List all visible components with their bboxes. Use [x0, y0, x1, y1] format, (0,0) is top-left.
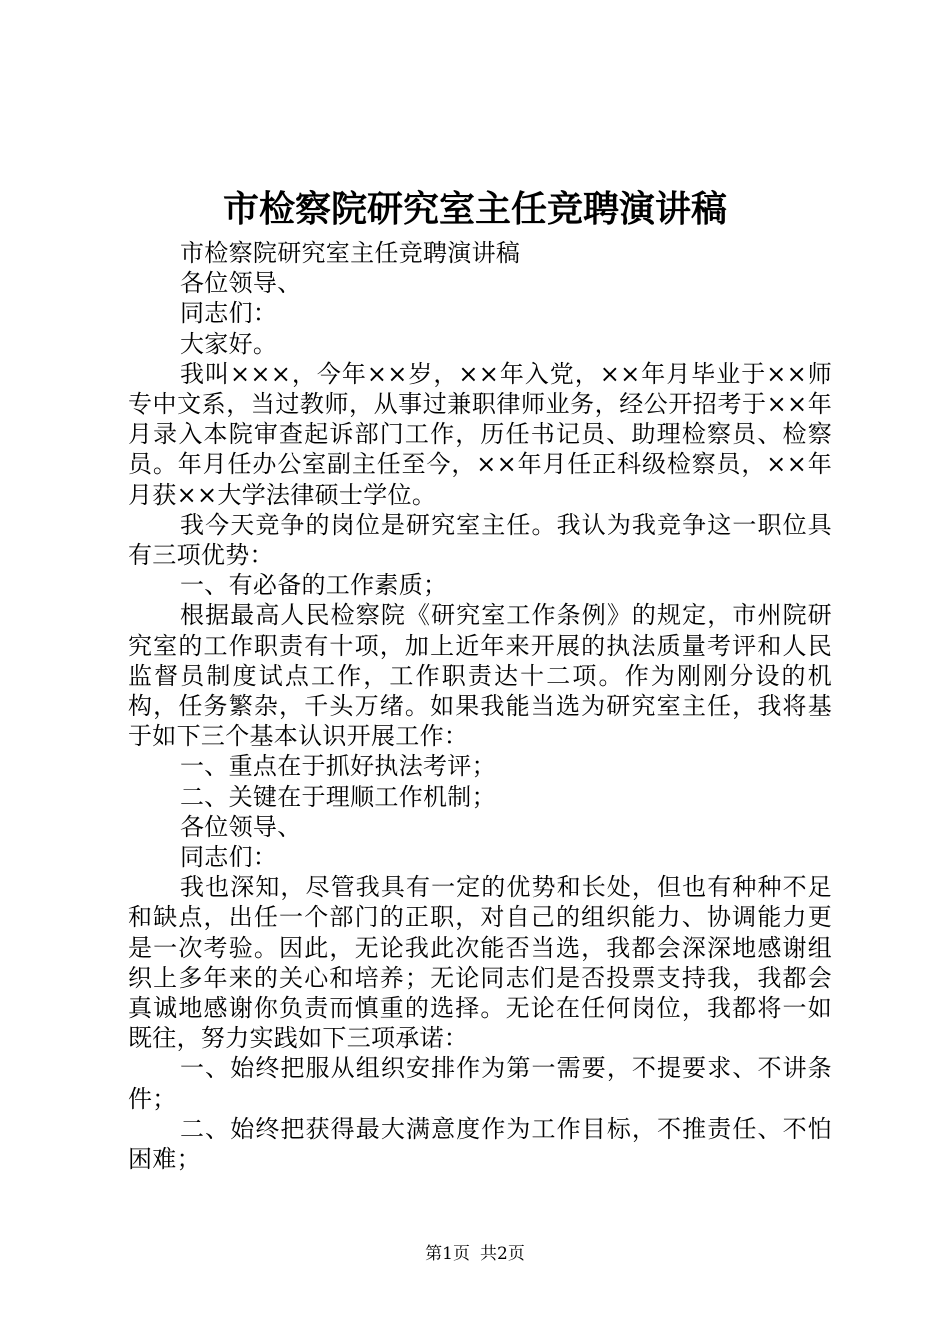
page-total: 共2页 — [480, 1244, 525, 1264]
page-footer — [0, 1243, 950, 1265]
paragraph-hello: 大家好。 — [180, 329, 278, 358]
paragraph-focus-point-one: 一、重点在于抓好执法考评； — [180, 752, 496, 781]
paragraph-promise-one: 一、始终把服从组织安排作为第一需要，不提要求、不讲条件； — [128, 1054, 832, 1113]
document-title: 市检察院研究室主任竞聘演讲稿 — [222, 188, 727, 230]
page-number: 第1页 — [425, 1244, 470, 1264]
paragraph-promise-two: 二、始终把获得最大满意度作为工作目标，不推责任、不怕困难； — [128, 1114, 832, 1174]
document-body — [128, 238, 832, 1174]
paragraph-greeting-comrades-2: 同志们： — [180, 843, 278, 872]
paragraph-advantage-one: 一、有必备的工作素质； — [180, 571, 448, 600]
paragraph-greeting-leaders-2: 各位领导、 — [180, 812, 302, 841]
paragraph-position-advantages: 我今天竞争的岗位是研究室主任。我认为我竞争这一职位具有三项优势： — [128, 510, 832, 570]
paragraph-greeting-comrades: 同志们： — [180, 299, 278, 328]
paragraph-heading-repeat: 市检察院研究室主任竞聘演讲稿 — [180, 239, 521, 267]
paragraph-self-introduction: 我叫×××，今年××岁，××年入党，××年月毕业于××师专中文系，当过教师，从事过兼职律师业务，经公开招考于××年月录入本院审查起诉部门工作，历任书记员、助理检察员、检察员。年月任办公室副主任至今，××年月任正科级检察员，××年月获××大学法律硕士学位。 — [128, 359, 832, 509]
paragraph-greeting-leaders: 各位领导、 — [180, 269, 302, 298]
paragraph-work-duties: 根据最高人民检察院《研究室工作条例》的规定，市州院研究室的工作职责有十项，加上近年来开展的执法质量考评和人民监督员制度试点工作，工作职责达十二项。作为刚刚分设的机构，任务繁杂，千头万绪。如果我能当选为研究室主任，我将基于如下三个基本认识开展工作： — [128, 601, 832, 751]
paragraph-focus-point-two: 二、关键在于理顺工作机制； — [180, 782, 496, 811]
paragraph-self-reflection: 我也深知，尽管我具有一定的优势和长处，但也有种种不足和缺点，出任一个部门的正职，对自己的组织能力、协调能力更是一次考验。因此，无论我此次能否当选，我都会深深地感谢组织上多年来的关心和培养；无论同志们是否投票支持我，我都会真诚地感谢你负责而慎重的选择。无论在任何岗位，我都将一如既往，努力实践如下三项承诺： — [128, 873, 832, 1053]
